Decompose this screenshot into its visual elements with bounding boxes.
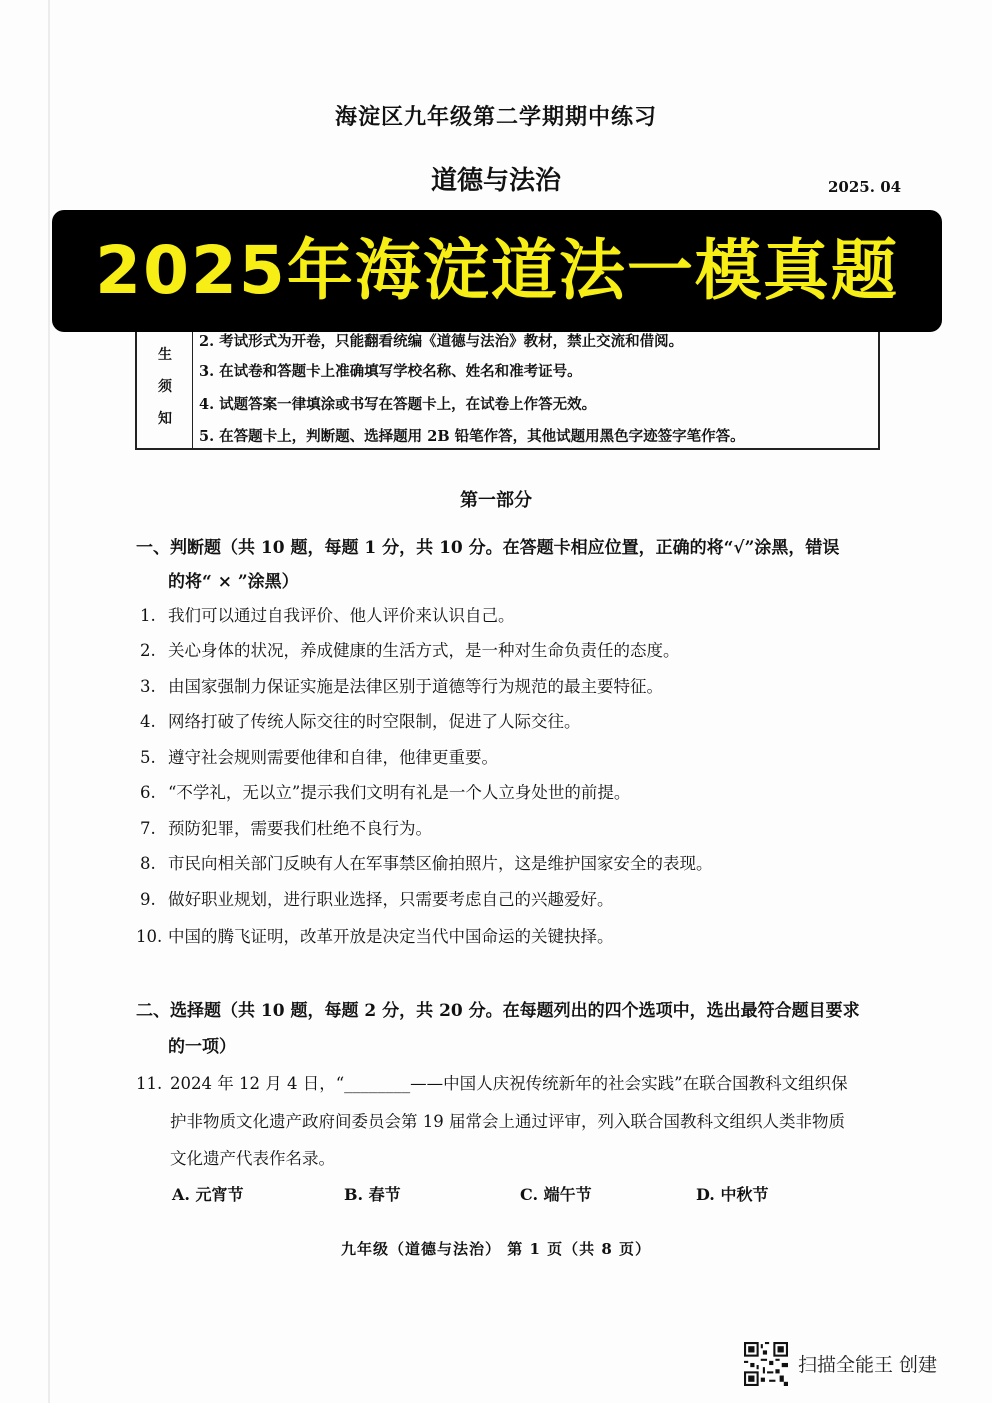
notice-rule: 2. 考试形式为开卷，只能翻看统编《道德与法治》教材，禁止交流和借阅。 [199,333,684,350]
notice-rule: 5. 在答题卡上，判断题、选择题用 2B 铅笔作答，其他试题用黑色字迹签字笔作答。 [199,428,745,445]
exam-notice-box [135,322,880,450]
exam-title: 海淀区九年级第二学期期中练习 [334,104,657,130]
subject-title: 道德与法治 [430,166,561,196]
qr-code-icon [744,1342,788,1386]
judgement-item: 8. 市民向相关部门反映有人在军事禁区偷拍照片，这是维护国家安全的表现。 [140,854,713,873]
judgement-item: 5. 遵守社会规则需要他律和自律，他律更重要。 [140,748,498,767]
notice-label-char: 知 [158,411,172,427]
judgement-item: 4. 网络打破了传统人际交往的时空限制，促进了人际交往。 [140,712,581,731]
banner-text: 2025年海淀道法一模真题 [95,232,899,309]
question-11-line2: 护非物质文化遗产政府间委员会第 19 届常会上通过评审，列入联合国教科文组织人类非物质 [170,1112,845,1131]
option-c: C. 端午节 [520,1185,592,1204]
judgement-item: 9. 做好职业规划，进行职业选择，只需要考虑自己的兴趣爱好。 [140,890,614,909]
question-11-line3: 文化遗产代表作名录。 [170,1149,335,1168]
notice-rule: 3. 在试卷和答题卡上准确填写学校名称、姓名和准考证号。 [199,363,582,380]
judgement-item: 2. 关心身体的状况，养成健康的生活方式，是一种对生命负责任的态度。 [140,641,680,660]
part-title: 第一部分 [460,490,532,511]
question-11-line1: 11. 2024 年 12 月 4 日，“________——中国人庆祝传统新年的社会实践”在联合国教科文组织保 [136,1074,848,1093]
option-d: D. 中秋节 [696,1185,769,1204]
exam-date: 2025. 04 [828,178,902,196]
title-banner [52,210,942,332]
section1-heading: 一、判断题（共 10 题，每题 1 分，共 10 分。在答题卡相应位置，正确的将“√”涂黑，错误 [136,538,840,558]
option-b: B. 春节 [344,1185,401,1204]
notice-label-char: 须 [158,379,172,395]
option-a: A. 元宵节 [172,1185,244,1204]
page-edge-shadow [48,0,50,1403]
judgement-item: 1. 我们可以通过自我评价、他人评价来认识自己。 [140,606,515,625]
notice-label-column [137,322,193,448]
judgement-item: 6. “不学礼，无以立”提示我们文明有礼是一个人立身处世的前提。 [140,783,631,802]
scanner-watermark: 扫描全能王 创建 [798,1354,938,1376]
judgement-item: 10. 中国的腾飞证明，改革开放是决定当代中国命运的关键抉择。 [136,927,614,946]
section2-heading-cont: 的一项） [168,1037,236,1057]
page-footer: 九年级（道德与法治） 第 1 页（共 8 页） [341,1240,651,1258]
judgement-item: 3. 由国家强制力保证实施是法律区别于道德等行为规范的最主要特征。 [140,677,663,696]
section1-heading-cont: 的将“ × ”涂黑） [168,572,299,592]
judgement-item: 7. 预防犯罪，需要我们杜绝不良行为。 [140,819,432,838]
section2-heading: 二、选择题（共 10 题，每题 2 分，共 20 分。在每题列出的四个选项中，选出最符合题目要求 [136,1001,860,1021]
notice-label-char: 生 [158,347,172,363]
notice-rule: 4. 试题答案一律填涂或书写在答题卡上，在试卷上作答无效。 [199,396,597,413]
